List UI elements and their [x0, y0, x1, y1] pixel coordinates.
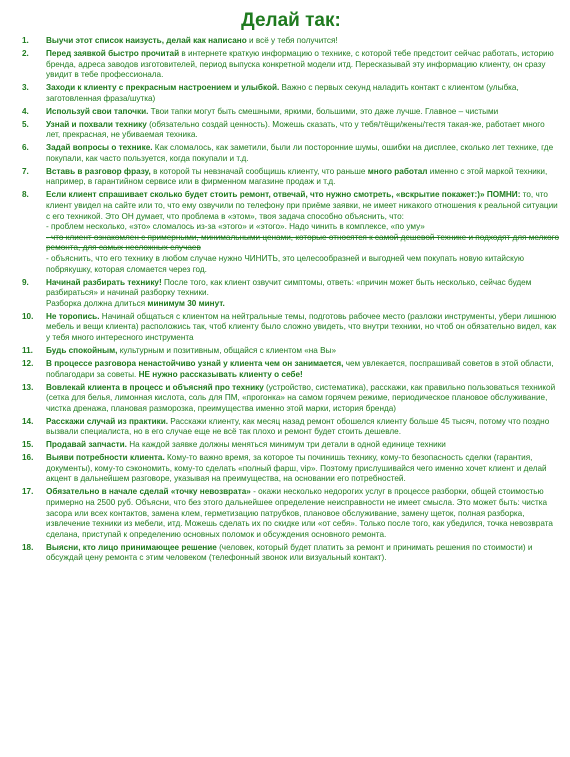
bold-text: Используй свои тапочки. — [46, 106, 149, 116]
body-text: Расскажи клиенту, как месяц назад ремонт обошелся клиенту больше 45 тысяч, потому что поздно вызвали специалиста, но в его случае еще не всё так плохо и ремонт будет стоить дешевле. — [46, 416, 550, 437]
list-item-number: 10. — [22, 311, 34, 321]
bold-text: В процессе разговора ненастойчиво узнай у клиента чем он занимается, — [46, 358, 344, 368]
bold-text: Выясни, кто лицо принимающее решение — [46, 542, 217, 552]
body-text: - объяснить, что его технику в любом случае нужно ЧИНИТЬ, это целесообразней и выгодней чем покупать новую китайскую побрякушку, которая сломается через год. — [46, 254, 524, 274]
list-item-number: 13. — [22, 382, 34, 392]
body-text: Начинай общаться с клиентом на нейтральные темы, подготовь рабочее место (разложи инструменты, убери лишнюю мебель и вещи клиента) расположись так, чтоб клиенту было сложно увидеть, что внутри техники, но чтоб он обязательно видел, как у тебя много интересного инструмента — [46, 311, 557, 342]
rules-list — [22, 36, 560, 564]
bold-text: Начинай разбирать технику! — [46, 277, 162, 287]
list-item — [22, 359, 560, 380]
list-item — [22, 417, 560, 438]
list-item-number: 2. — [22, 48, 29, 58]
bold-text: много работал — [367, 166, 428, 176]
body-text: именно с этой маркой техники, например, в гарантийном сервисе или в фирменном магазине продаж и т.д. — [46, 166, 548, 187]
list-item — [22, 440, 560, 451]
list-item-number: 12. — [22, 358, 34, 368]
list-item-number: 5. — [22, 119, 29, 129]
list-item — [22, 346, 560, 357]
list-item-number: 6. — [22, 143, 29, 153]
bold-text: минимум 30 минут. — [147, 298, 225, 308]
bold-text: Продавай запчасти. — [46, 440, 127, 450]
body-text: Твои тапки могут быть смешными, яркими, большими, это даже лучше. Главное – чистыми — [148, 106, 499, 116]
list-item — [22, 49, 560, 81]
list-item-number: 9. — [22, 277, 29, 287]
bold-text: Узнай и похвали технику — [46, 119, 147, 129]
body-text: (обязательно создай ценность). Можешь сказать, что у тебя/тёщи/жены/тестя такая-же, работает много лет, прекрасная, не убиваемая техника. — [46, 119, 545, 140]
body-text: то, что клиент увидел на сайте или то, что ему озвучили по телефону при приёме заявки, не имеет никакого отношения к реальной ситуации с его техникой. Это ОН думает, что проблема в «этом», твоя задача способно объяснить, что: — [46, 190, 558, 221]
bold-text: Задай вопросы о технике. — [46, 143, 153, 153]
list-item-number: 8. — [22, 190, 29, 200]
body-text: в которой ты невзначай сообщишь клиенту, что раньше — [150, 166, 368, 176]
body-text: Как сломалось, как заметили, были ли посторонние шумы, ошибки на дисплее, сколько лет технике, где покупали, как часто пользуется, когда покупали и т.д. — [46, 143, 554, 163]
list-item — [22, 487, 560, 540]
body-text: Кому-то важно время, за которое ты починишь технику, кому-то безопасность сделки (гарантия, документы), кому-то сэкономить, кому-то сделать «полный фарш, vip». Поэтому прислушивайся чего именно хочет клиент и делай акцент в дальнейшем разговоре, указывая на преимущества, на основании его потребностей. — [46, 453, 547, 484]
body-text: - окажи несколько недорогих услуг в процессе разборки, общей стоимостью примерно на 2500 руб. Объясни, что без этого дальнейшее определение неисправности не имеет смысла. Это может быть: чистка засора или всех контактов, замена клем, герметизацию патрубков, плановое обслуживание, замену щеток, полная разборка, извлечение техники из мебели, итд. Можешь сделать их по скидке или «от себя». Только после того, как убедился, точка невозврата сделана, приступай к определению основных поломок и обсуждения основного ремонта. — [46, 487, 553, 539]
body-text: Разборка должна длиться — [46, 298, 148, 308]
body-text: После того, как клиент озвучит симптомы, ответь: «причин может быть несколько, сейчас будем разбираться» и начинай разборку техники. — [46, 277, 532, 298]
body-text: культурным и позитивным, общайся с клиентом «на Вы» — [117, 345, 337, 355]
page-title: Делай так: — [241, 10, 341, 31]
list-item — [22, 453, 560, 485]
body-text: чем увлекается, поспрашивай советов в этой области, поблагодари за советы. — [46, 358, 554, 379]
list-item — [22, 383, 560, 415]
bold-text: Если клиент спрашивает сколько будет стоить ремонт, отвечай, что нужно смотреть, «вскрытие покажет:)» ПОМНИ: — [46, 190, 521, 200]
bold-text: Вставь в разговор фразу, — [46, 166, 151, 176]
body-text: (человек, который будет платить за ремонт и принимать решения по стоимости) и обсуждай цену ремонта с этим человеком (телефонный звонок или визуальный контакт). — [46, 542, 533, 563]
bold-text: Будь спокойным, — [46, 345, 118, 355]
bold-text: Обязательно в начале сделай «точку невозврата» — [46, 487, 251, 497]
body-text: - проблем несколько, «это» сломалось из-за «этого» и «этого». Надо чинить в комплексе, «по уму» — [46, 222, 425, 232]
body-text: - что клиент ознакомлен с примерными, минимальными ценами, которые относятся к самой дешевой технике и подходят для мелкого ремонта, для самых несложных случаев — [46, 232, 560, 253]
bold-text: Перед заявкой быстро прочитай — [46, 48, 180, 58]
list-item-number: 17. — [22, 487, 34, 497]
list-item-number: 4. — [22, 106, 29, 116]
list-item-number: 3. — [22, 83, 29, 93]
bold-text: Выучи этот список наизусть, делай как написано — [46, 36, 247, 45]
body-text: Важно с первых секунд наладить контакт с клиентом (улыбка, заготовленная фраза/шутка) — [46, 83, 519, 103]
list-item — [22, 120, 560, 141]
list-item-number: 15. — [22, 440, 34, 450]
list-item — [22, 143, 560, 164]
list-item-number: 14. — [22, 416, 34, 426]
list-item-number: 16. — [22, 453, 34, 463]
list-item-number: 18. — [22, 542, 34, 552]
list-item — [22, 167, 560, 188]
bold-text: Заходи к клиенту с прекрасным настроением и улыбкой. — [46, 83, 280, 93]
bold-text: Не торопись. — [46, 311, 100, 321]
body-text: и всё у тебя получится! — [246, 36, 338, 45]
bold-text: Выяви потребности клиента. — [46, 453, 165, 463]
list-item — [22, 107, 560, 118]
body-text: На каждой заявке должны меняться минимум три детали в одной единице техники — [126, 440, 446, 450]
body-text: в интернете краткую информацию о технике, с которой тебе предстоит сейчас работать, историю бренда, адреса заводов изготовителей, период выпуска конкретной модели итд. Пересказывай эту информацию клиенту, он сразу увидит в тебе профессионала. — [46, 48, 554, 80]
bold-text: Расскажи случай из практики. — [46, 416, 169, 426]
list-item — [22, 190, 560, 275]
bold-text: НЕ нужно рассказывать клиенту о себе! — [138, 369, 303, 379]
list-item — [22, 278, 560, 310]
list-item — [22, 543, 560, 564]
body-text: (устройство, систематика), расскажи, как правильно пользоваться техникой (сетка для белья, лимонная кислота, соль для ПМ, «прогонка» на самом горячем режиме, периодическое плановое обслуживание, чистка дренажа, плановая разморозка, преимущества именно этой марки, история бренда) — [46, 382, 556, 413]
list-item-number: 1. — [22, 36, 29, 45]
list-item-number: 11. — [22, 345, 33, 355]
list-item — [22, 36, 560, 47]
list-item-number: 7. — [22, 166, 29, 176]
bold-text: Вовлекай клиента в процесс и объясняй про технику — [46, 382, 264, 392]
list-item — [22, 312, 560, 344]
list-item — [22, 83, 560, 104]
